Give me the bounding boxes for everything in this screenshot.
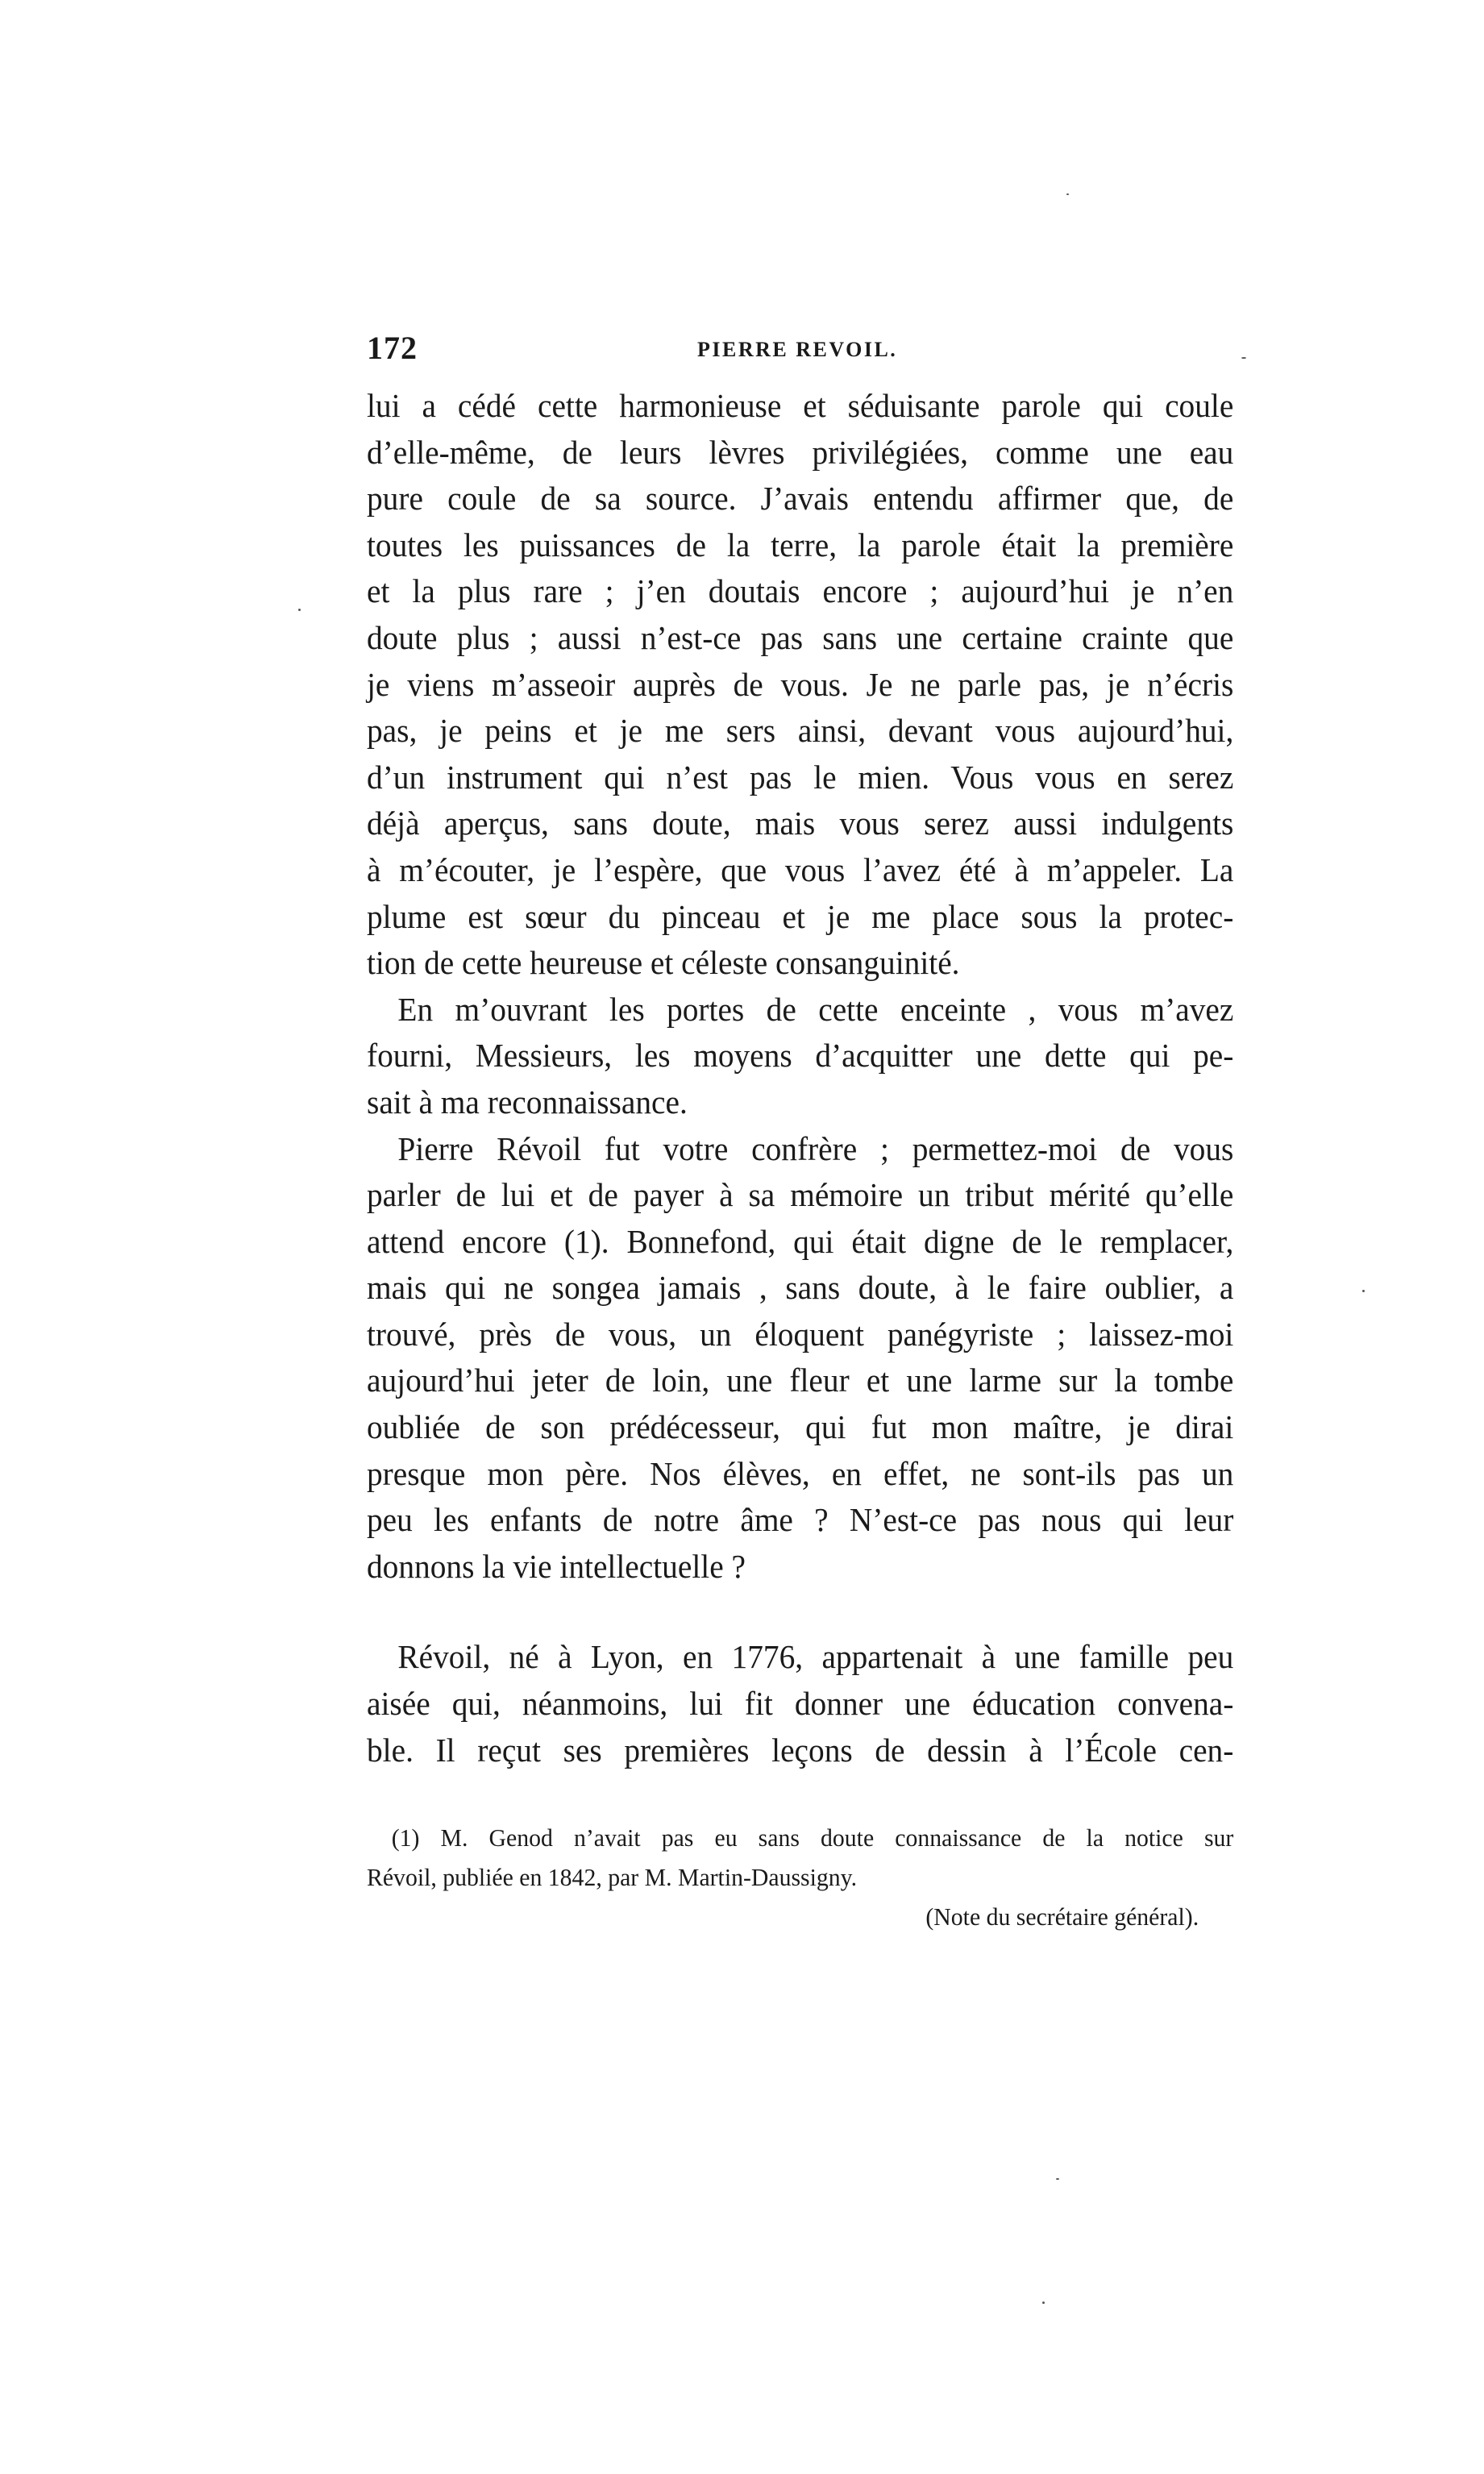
text-line: Révoil, né à Lyon, en 1776, appartenait à une famille peu [397, 1638, 1234, 1676]
text-line: à m’écouter, je l’espère, que vous l’avez été à m’appeler. La [367, 850, 1234, 888]
text-line: je viens m’asseoir auprès de vous. Je ne parle pas, je n’écris [367, 665, 1234, 703]
paragraph [367, 383, 1233, 987]
text-line: d’un instrument qui n’est pas le mien. Vous vous en serez [367, 758, 1234, 796]
page-number: 172 [367, 330, 418, 366]
text-line: tion de cette heureuse et céleste consanguinité. [367, 944, 960, 982]
scan-speck [1241, 357, 1246, 359]
text-line: déjà aperçus, sans doute, mais vous serez aussi indulgents [367, 805, 1234, 842]
text-line: pure coule de sa source. J’avais entendu affirmer que, de [367, 480, 1234, 518]
text-line: presque mon père. Nos élèves, en effet, ne sont-ils pas un [367, 1454, 1234, 1492]
text-line: parler de lui et de payer à sa mémoire un tribut mérité qu’elle [367, 1176, 1234, 1214]
text-line: Pierre Révoil fut votre confrère ; permettez-moi de vous [397, 1129, 1234, 1167]
text-line: peu les enfants de notre âme ? N’est-ce pas nous qui leur [367, 1501, 1234, 1539]
text-line: En m’ouvrant les portes de cette enceinte , vous m’avez [397, 990, 1234, 1028]
text-line: toutes les puissances de la terre, la parole était la première [367, 526, 1234, 563]
text-line: donnons la vie intellectuelle ? [367, 1547, 746, 1585]
text-line: plume est sœur du pinceau et je me place sous la protec- [367, 897, 1234, 935]
footnote-line: (1) M. Genod n’avait pas eu sans doute connaissance de la notice sur [391, 1823, 1234, 1852]
running-head [367, 326, 1233, 371]
footnote [367, 1818, 1233, 1936]
text-line: aisée qui, néanmoins, lui fit donner une éducation convena- [367, 1685, 1234, 1723]
running-title: PIERRE REVOIL. [697, 338, 898, 361]
scan-speck [1362, 1290, 1365, 1292]
scan-speck [1042, 2301, 1045, 2304]
text-line: sait à ma reconnaissance. [367, 1083, 688, 1121]
footnote-attribution: (Note du secrétaire général). [925, 1902, 1199, 1931]
text-line: aujourd’hui jeter de loin, une fleur et une larme sur la tombe [367, 1362, 1234, 1399]
text-line: doute plus ; aussi n’est-ce pas sans une certaine crainte que [367, 618, 1234, 656]
text-line: fourni, Messieurs, les moyens d’acquitter une dette qui pe- [367, 1037, 1234, 1075]
paragraph [367, 987, 1233, 1126]
text-line: ble. Il reçut ses premières leçons de dessin à l’École cen- [367, 1731, 1234, 1769]
text-line: lui a cédé cette harmonieuse et séduisante parole qui coule [367, 387, 1234, 424]
text-line: mais qui ne songea jamais , sans doute, à le faire oublier, a [367, 1269, 1234, 1307]
text-line: oubliée de son prédécesseur, qui fut mon maître, je dirai [367, 1408, 1234, 1446]
text-line: attend encore (1). Bonnefond, qui était digne de le remplacer, [367, 1222, 1234, 1260]
text-line: pas, je peins et je me sers ainsi, devant vous aujourd’hui, [367, 712, 1234, 750]
text-line: et la plus rare ; j’en doutais encore ; aujourd’hui je n’en [367, 572, 1234, 610]
body-text [367, 383, 1233, 1773]
text-line: trouvé, près de vous, un éloquent panégyriste ; laissez-moi [367, 1315, 1234, 1353]
section-break [367, 1590, 1233, 1634]
scan-speck [298, 609, 301, 611]
scan-speck [1066, 193, 1069, 195]
scan-speck [1056, 2178, 1059, 2180]
paragraph [367, 1126, 1233, 1590]
text-line: d’elle-même, de leurs lèvres privilégiées, comme une eau [367, 433, 1234, 471]
paragraph [367, 1634, 1233, 1773]
footnote-line: Révoil, publiée en 1842, par M. Martin-Daussigny. [367, 1863, 858, 1891]
